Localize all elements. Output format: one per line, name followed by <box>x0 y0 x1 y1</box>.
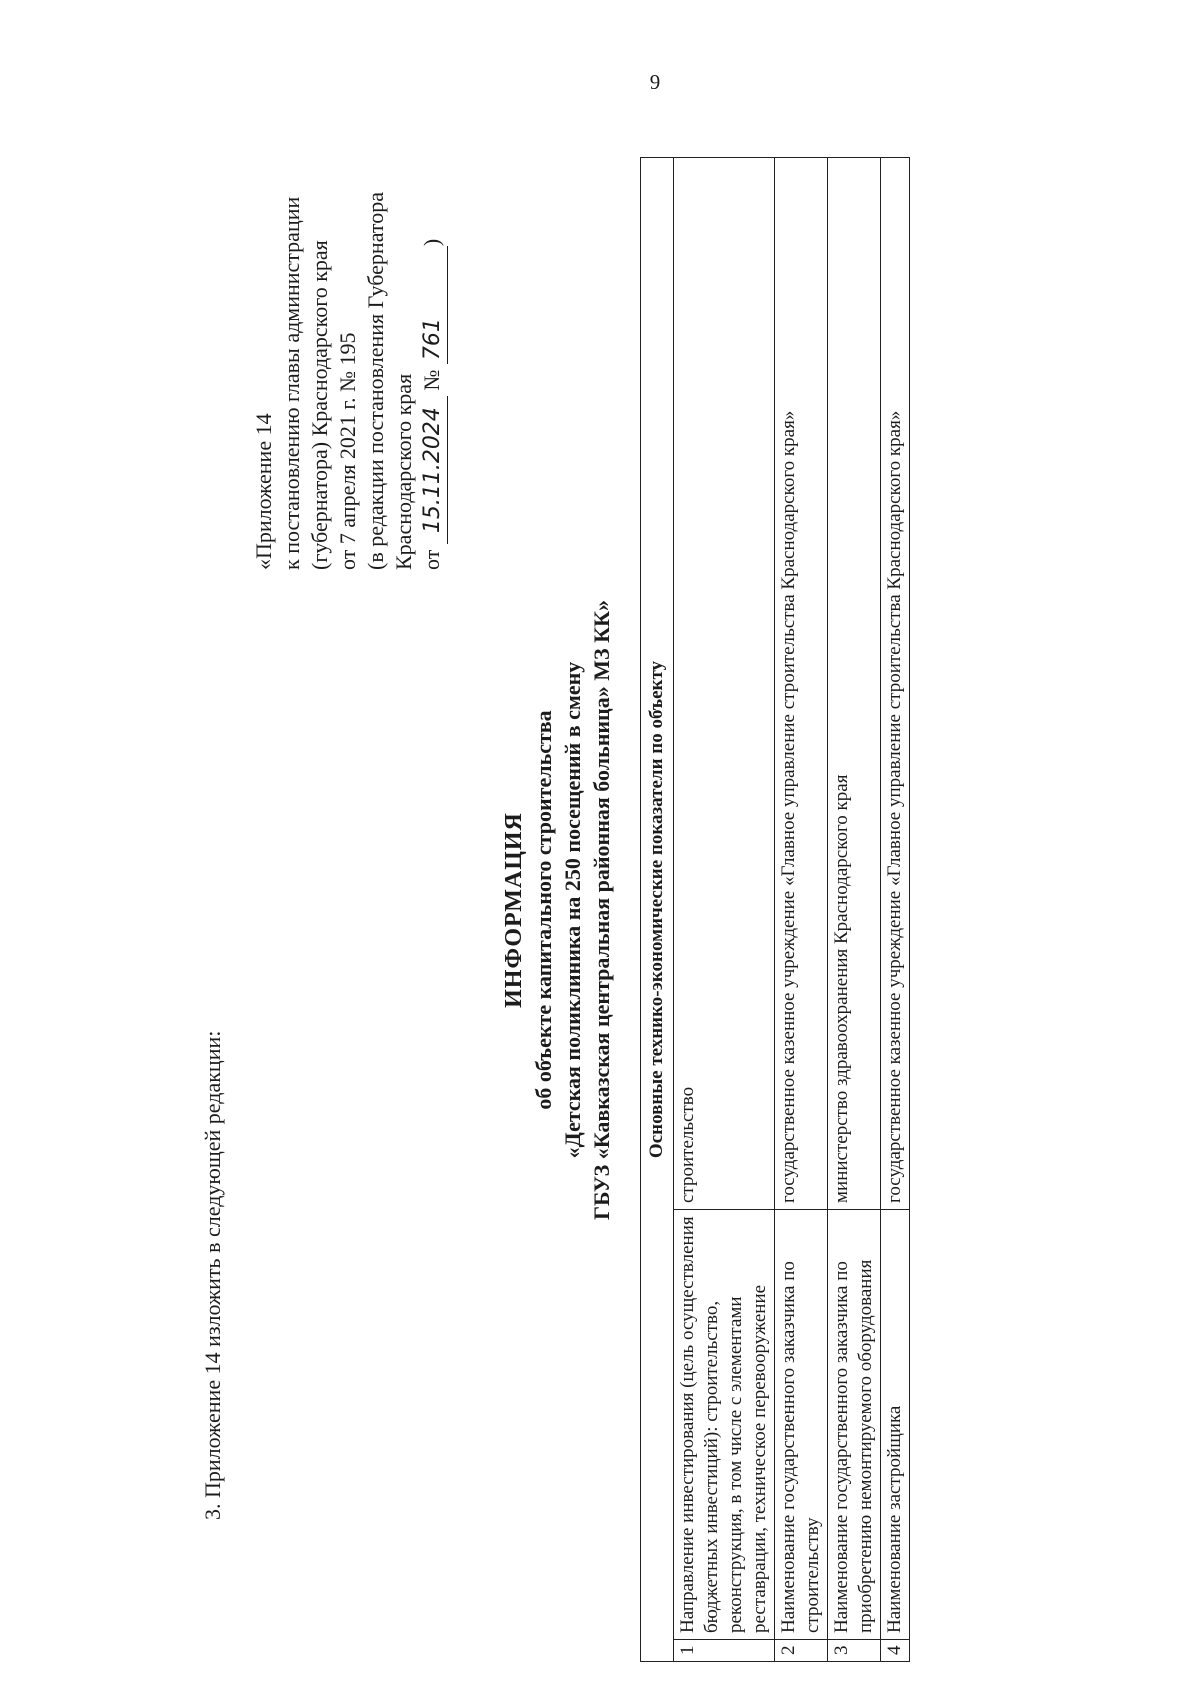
rotated-document-content <box>200 150 905 1670</box>
title-line: ГБУЗ «Кавказская центральная районная больница» МЗ КК» <box>589 599 614 1221</box>
row-value: государственное казенное учреждение «Главное управление строительства Краснодарского края» <box>775 158 828 1210</box>
appendix-line: «Приложение 14 <box>251 413 276 570</box>
table-row <box>828 158 881 1662</box>
row-label: Наименование государственного заказчика по приобретению немонтируемого оборудования <box>828 1210 881 1640</box>
row-number: 1 <box>674 1640 775 1662</box>
row-label: Направление инвестирования (цель осуществления бюджетных инвестиций): строительство, реконструкция, в том числе с элементами реставрации, техническое перевооружение <box>674 1210 775 1640</box>
handwritten-date: 15.11.2024 <box>419 396 448 544</box>
table-row <box>674 158 775 1662</box>
appendix-line: (в редакции постановления Губернатора <box>363 192 388 570</box>
date-prefix: от <box>419 549 444 570</box>
row-label: Наименование застройщика <box>881 1210 910 1640</box>
appendix-note <box>250 192 448 570</box>
row-number: 2 <box>775 1640 828 1662</box>
appendix-line: от 7 апреля 2021 г. № 195 <box>335 332 360 570</box>
table-row <box>881 158 910 1662</box>
appendix-line: к постановлению главы администрации <box>279 196 304 570</box>
title-line: «Детская поликлиника на 250 посещений в смену <box>560 661 585 1159</box>
closing-paren: ) <box>419 238 444 247</box>
appendix-date-line <box>418 192 448 570</box>
table-header: Основные технико-экономические показатели по объекту <box>641 158 674 1662</box>
page-number: 9 <box>649 70 661 94</box>
table-row <box>775 158 828 1662</box>
handwritten-number: 761 <box>419 246 448 364</box>
row-value: государственное казенное учреждение «Главное управление строительства Краснодарского края» <box>881 158 910 1210</box>
number-prefix: № <box>419 369 444 391</box>
row-value: строительство <box>674 158 775 1210</box>
row-number: 3 <box>828 1640 881 1662</box>
title-line: об объекте капитального строительства <box>531 710 556 1110</box>
row-number: 4 <box>881 1640 910 1662</box>
appendix-line: Краснодарского края <box>391 373 416 570</box>
table-header-row <box>641 158 674 1662</box>
row-value: министерство здравоохранения Краснодарского края <box>828 158 881 1210</box>
row-label: Наименование государственного заказчика по строительству <box>775 1210 828 1640</box>
appendix-line: (губернатора) Краснодарского края <box>307 240 332 570</box>
title-main: ИНФОРМАЦИЯ <box>501 812 527 1008</box>
document-title <box>500 150 616 1670</box>
indicators-table <box>640 157 910 1662</box>
intro-text: 3. Приложение 14 изложить в следующей редакции: <box>200 1030 225 1520</box>
